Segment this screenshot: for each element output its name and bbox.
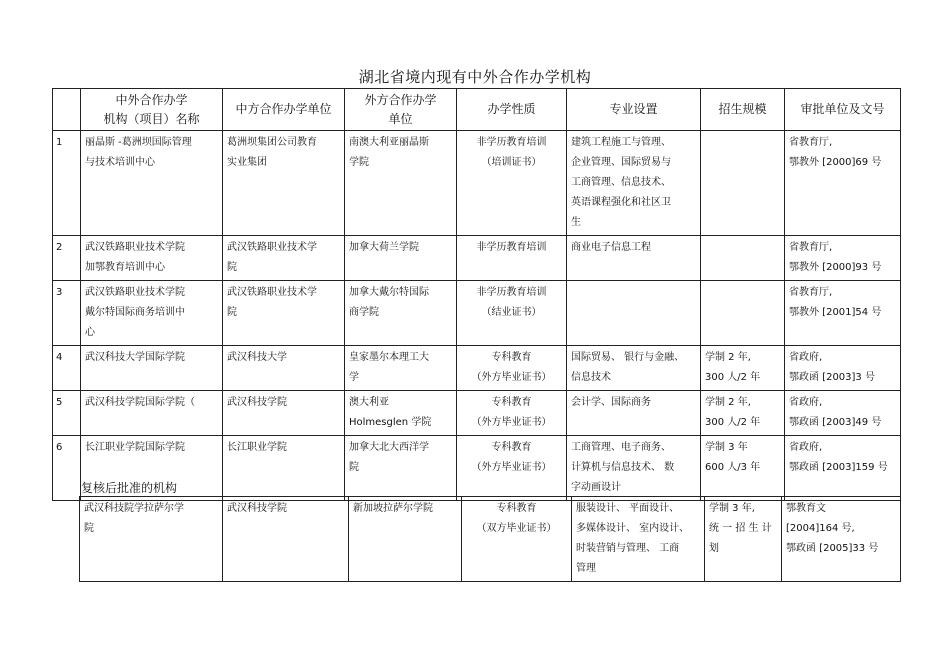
cell-cn: 武汉科技大学 — [223, 346, 345, 391]
cell-major: 服装设计、 平面设计、 多媒体设计、 室内设计、 时装营销与管理、 工商 管理 — [572, 497, 705, 582]
cell-cn: 武汉科技学院 — [223, 497, 349, 582]
cell-scale: 学制 3 年 600 人/3 年 — [701, 436, 785, 501]
cell-scale: 学制 2 年, 300 人/2 年 — [701, 346, 785, 391]
cell-no: 4 — [53, 346, 81, 391]
cell-scale — [701, 236, 785, 281]
table-row — [53, 436, 901, 501]
cell-name: 武汉科技学院国际学院（ — [81, 391, 223, 436]
cell-type: 非学历教育培训 （培训证书） — [457, 131, 567, 236]
header-major: 专业设置 — [567, 89, 701, 131]
cell-foreign: 加拿大北大西洋学 院 — [345, 436, 457, 501]
cell-foreign: 皇家墨尔本理工大 学 — [345, 346, 457, 391]
cell-name: 丽晶斯 -葛洲坝国际管理 与技术培训中心 — [81, 131, 223, 236]
header-approval: 审批单位及文号 — [785, 89, 901, 131]
cell-major: 工商管理、电子商务、 计算机与信息技术、 数 字动画设计 — [567, 436, 701, 501]
cell-major: 会计学、国际商务 — [567, 391, 701, 436]
cell-cn: 武汉铁路职业技术学 院 — [223, 281, 345, 346]
cell-type: 非学历教育培训 — [457, 236, 567, 281]
cell-approval: 省政府, 鄂政函 [2003]159 号 — [785, 436, 901, 501]
cell-approval: 鄂教育文 [2004]164 号, 鄂政函 [2005]33 号 — [782, 497, 901, 582]
cell-name: 长江职业学院国际学院 — [81, 436, 223, 501]
cell-no: 6 — [53, 436, 81, 501]
cell-name: 武汉铁路职业技术学院 戴尔特国际商务培训中 心 — [81, 281, 223, 346]
cell-type: 非学历教育培训 （结业证书） — [457, 281, 567, 346]
table-row — [53, 281, 901, 346]
header-row — [53, 89, 901, 131]
cell-major: 国际贸易、 银行与金融、 信息技术 — [567, 346, 701, 391]
cell-approval: 省教育厅, 鄂教外 [2001]54 号 — [785, 281, 901, 346]
table-row — [53, 391, 901, 436]
cell-scale — [701, 281, 785, 346]
section-subtitle: 复核后批准的机构 — [81, 481, 178, 495]
cell-foreign: 加拿大戴尔特国际 商学院 — [345, 281, 457, 346]
table-row — [53, 346, 901, 391]
header-name: 中外合作办学 机构（项目）名称 — [81, 89, 223, 131]
header-type: 办学性质 — [457, 89, 567, 131]
cell-type: 专科教育 （外方毕业证书） — [457, 346, 567, 391]
cell-approval: 省教育厅, 鄂教外 [2000]93 号 — [785, 236, 901, 281]
approved-table — [79, 496, 901, 582]
cell-foreign: 南澳大利亚丽晶斯 学院 — [345, 131, 457, 236]
cell-foreign: 新加坡拉萨尔学院 — [349, 497, 462, 582]
cell-scale — [701, 131, 785, 236]
cell-type: 专科教育 （双方毕业证书） — [462, 497, 572, 582]
cell-scale: 学制 3 年, 统 一 招 生 计 划 — [705, 497, 782, 582]
cell-name: 武汉科技大学国际学院 — [81, 346, 223, 391]
cell-major — [567, 281, 701, 346]
cell-no: 5 — [53, 391, 81, 436]
cell-approval: 省政府, 鄂政函 [2003]3 号 — [785, 346, 901, 391]
table-row — [53, 131, 901, 236]
cell-no: 3 — [53, 281, 81, 346]
cell-cn: 武汉科技学院 — [223, 391, 345, 436]
cell-name: 武汉铁路职业技术学院 加鄂教育培训中心 — [81, 236, 223, 281]
cell-type: 专科教育 （外方毕业证书） — [457, 436, 567, 501]
cell-no: 1 — [53, 131, 81, 236]
cell-major: 建筑工程施工与管理、 企业管理、国际贸易与 工商管理、信息技术、 英语课程强化和社区卫 生 — [567, 131, 701, 236]
cell-cn: 长江职业学院 — [223, 436, 345, 501]
cell-scale: 学制 2 年, 300 人/2 年 — [701, 391, 785, 436]
table-row — [80, 497, 901, 582]
cell-cn: 葛洲坝集团公司教育 实业集团 — [223, 131, 345, 236]
header-foreign-partner: 外方合作办学 单位 — [345, 89, 457, 131]
cell-name: 武汉科技院学拉萨尔学 院 — [80, 497, 223, 582]
document-title: 湖北省境内现有中外合作办学机构 — [358, 68, 592, 86]
cell-approval: 省教育厅, 鄂教外 [2000]69 号 — [785, 131, 901, 236]
table-row — [53, 236, 901, 281]
cell-foreign: 澳大利亚 Holmesglen 学院 — [345, 391, 457, 436]
cell-approval: 省政府, 鄂政函 [2003]49 号 — [785, 391, 901, 436]
cell-type: 专科教育 （外方毕业证书） — [457, 391, 567, 436]
cell-major: 商业电子信息工程 — [567, 236, 701, 281]
header-scale: 招生规模 — [701, 89, 785, 131]
cell-foreign: 加拿大荷兰学院 — [345, 236, 457, 281]
institutions-table — [52, 88, 901, 501]
header-no — [53, 89, 81, 131]
header-cn-partner: 中方合作办学单位 — [223, 89, 345, 131]
cell-cn: 武汉铁路职业技术学 院 — [223, 236, 345, 281]
cell-no: 2 — [53, 236, 81, 281]
